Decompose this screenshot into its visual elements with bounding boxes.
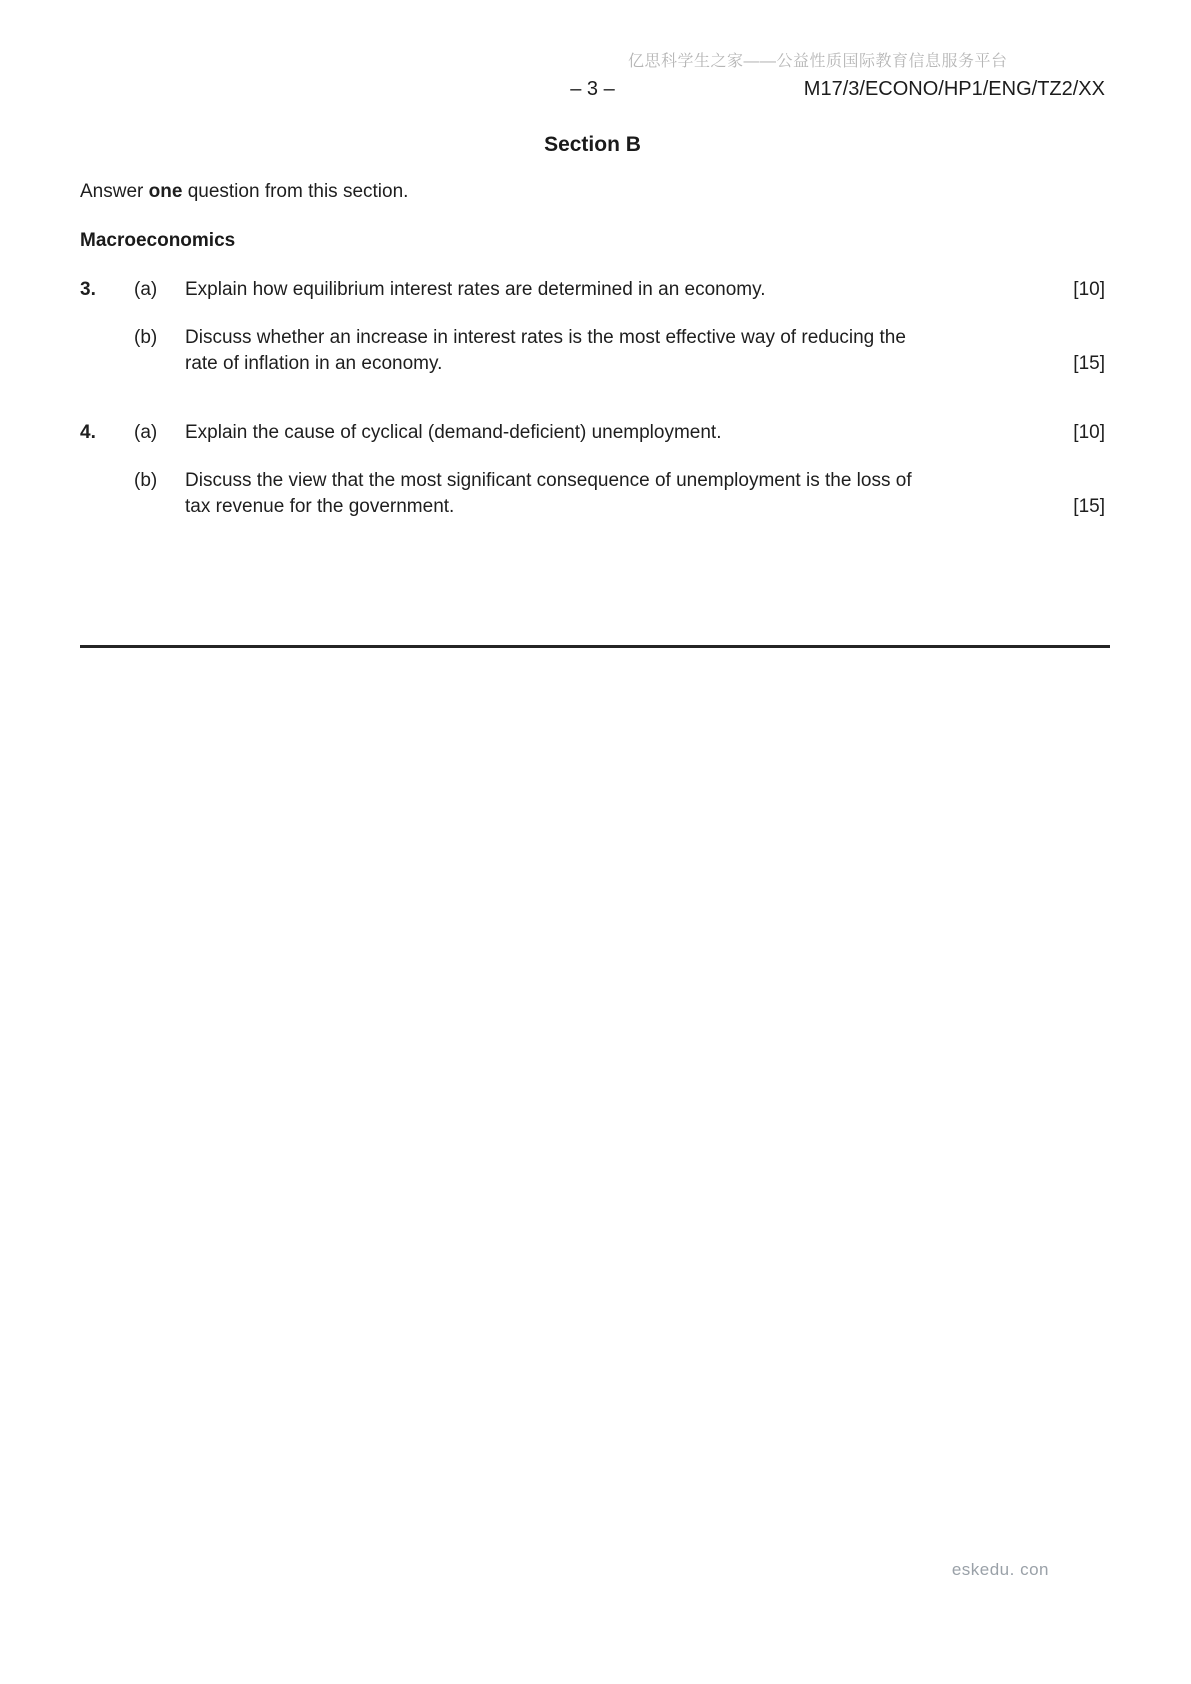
part-text [185,325,906,377]
part-label: (a) [134,422,158,443]
marks-label: [15] [1073,353,1105,374]
instruction-suffix: question from this section. [182,181,409,202]
footer-watermark: eskedu. con [951,1560,1049,1579]
part-text [185,277,766,303]
exam-code: M17/3/ECONO/HP1/ENG/TZ2/XX [803,78,1105,100]
part-label: (b) [134,327,158,348]
horizontal-divider [80,645,1110,648]
question-4a-row [80,420,1105,446]
section-title: Section B [544,133,641,156]
part-text-line: Explain the cause of cyclical (demand-deficient) unemployment. [185,422,722,443]
instruction-line [80,181,408,203]
part-label: (b) [134,470,158,491]
question-3b-row [80,325,1105,377]
question-4b-row [80,468,1105,520]
topic-heading: Macroeconomics [80,230,236,251]
part-text-line: tax revenue for the government. [185,496,455,517]
marks-label: [15] [1073,496,1105,517]
part-text-line: Discuss whether an increase in interest rates is the most effective way of reducing the [185,327,906,348]
part-text-line: rate of inflation in an economy. [185,353,443,374]
part-label: (a) [134,279,158,300]
part-text-line: Explain how equilibrium interest rates are determined in an economy. [185,279,766,300]
marks-label: [10] [1073,279,1105,300]
question-number: 4. [80,422,96,443]
question-number: 3. [80,279,96,300]
header-watermark-text: 亿思科学生之家——公益性质国际教育信息服务平台 [628,53,1008,70]
part-text [185,468,912,520]
page-number: – 3 – [570,78,615,100]
question-3a-row [80,277,1105,303]
part-text [185,420,722,446]
instruction-bold-word: one [148,181,183,202]
part-text-line: Discuss the view that the most significant consequence of unemployment is the loss of [185,470,912,491]
marks-label: [10] [1073,422,1105,443]
instruction-prefix: Answer [80,181,149,202]
